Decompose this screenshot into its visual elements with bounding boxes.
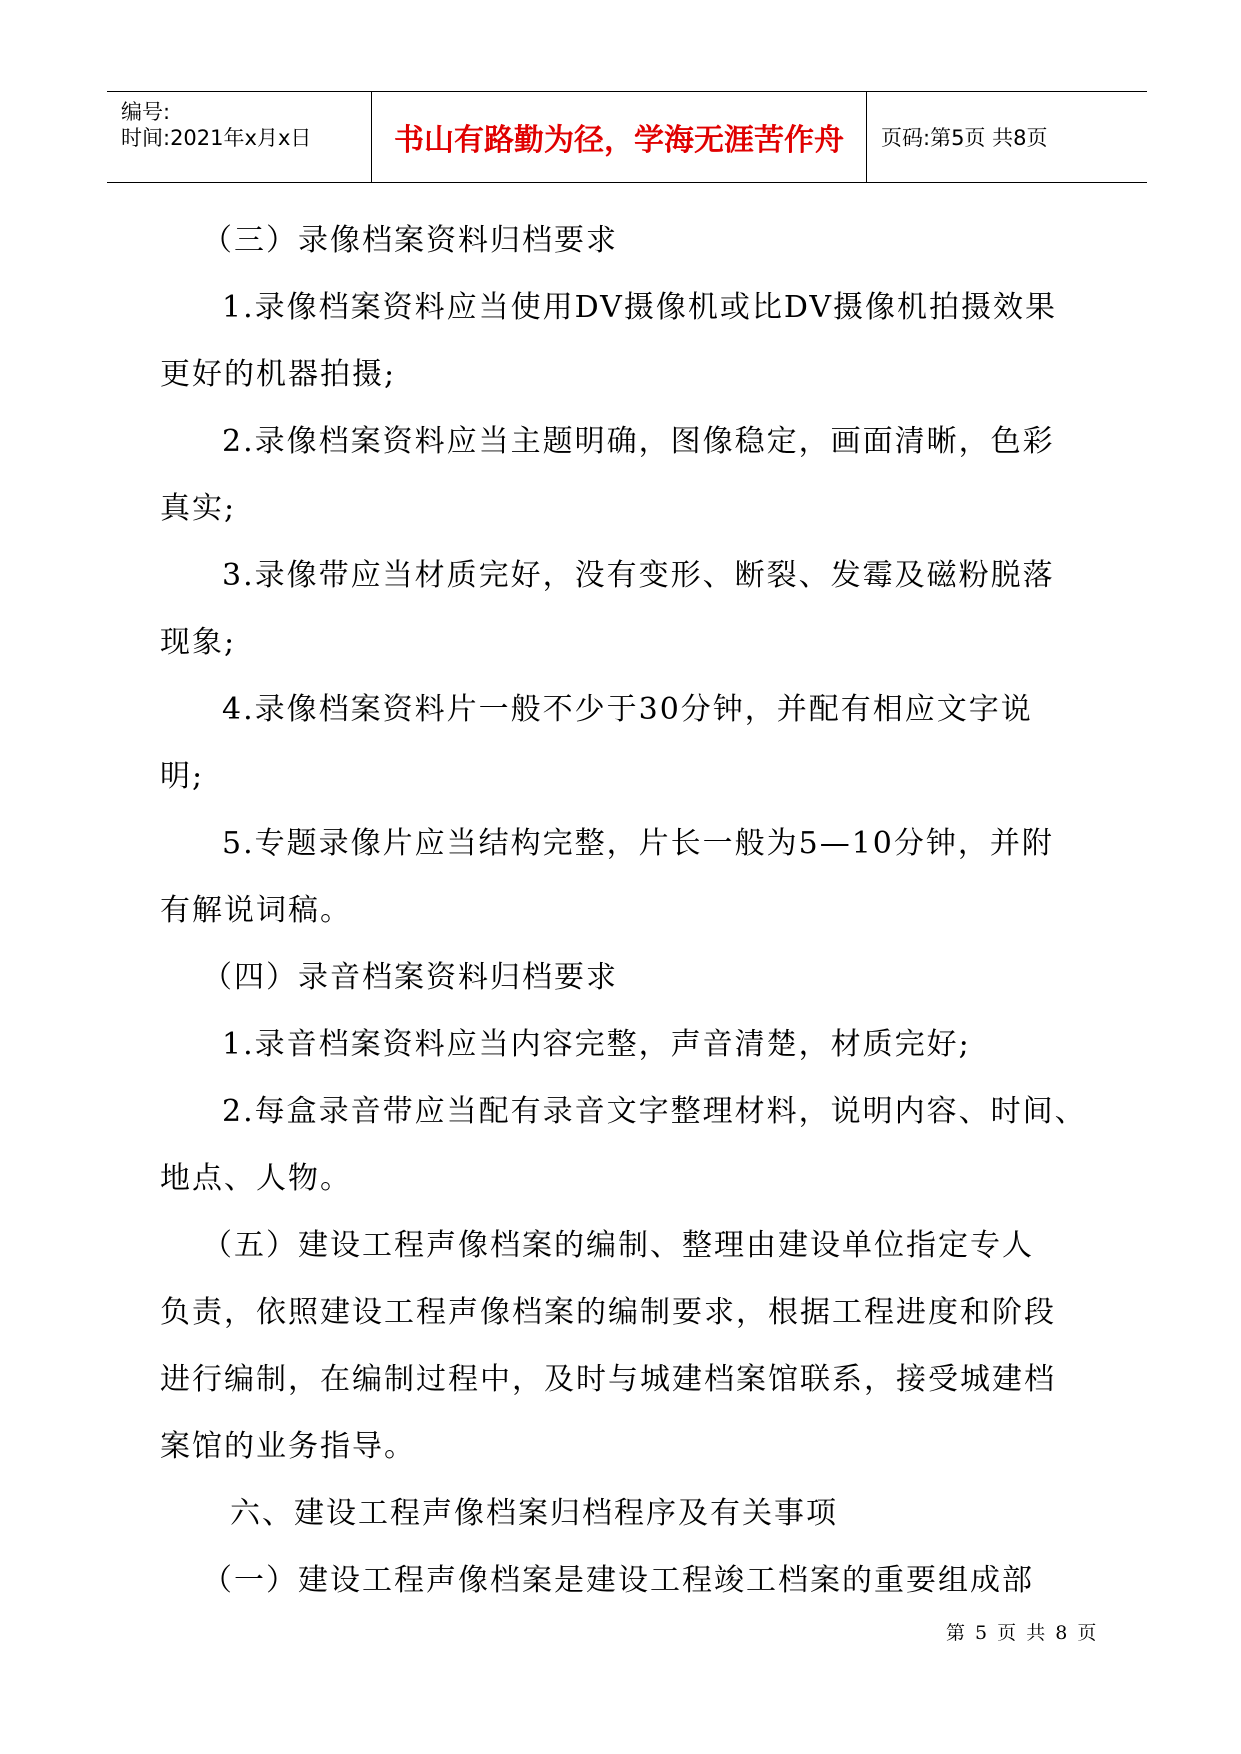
chapter-heading-6: 六、建设工程声像档案归档程序及有关事项: [230, 1496, 838, 1531]
section-heading-5: （五）建设工程声像档案的编制、整理由建设单位指定专人: [202, 1228, 1034, 1263]
paragraph-line: 1.录像档案资料应当使用DV摄像机或比DV摄像机拍摄效果: [222, 290, 1058, 325]
paragraph-line: 进行编制，在编制过程中，及时与城建档案馆联系，接受城建档: [160, 1362, 1056, 1397]
header-time-label: 时间:2021年x月x日: [121, 126, 312, 150]
paragraph-line: 有解说词稿。: [160, 893, 352, 928]
header-number-label: 编号:: [121, 100, 171, 124]
paragraph-line: 1.录音档案资料应当内容完整，声音清楚，材质完好;: [222, 1027, 971, 1062]
page-footer: 第 5 页 共 8 页: [946, 1622, 1099, 1644]
header-meta-cell: [107, 92, 372, 182]
paragraph-line: 2.录像档案资料应当主题明确，图像稳定，画面清晰，色彩: [222, 424, 1055, 459]
paragraph-line: 地点、人物。: [160, 1161, 352, 1196]
section-heading-1: （一）建设工程声像档案是建设工程竣工档案的重要组成部: [202, 1563, 1034, 1598]
section-heading-3: （三）录像档案资料归档要求: [202, 223, 618, 258]
paragraph-line: 更好的机器拍摄;: [160, 357, 397, 392]
paragraph-line: 负责，依照建设工程声像档案的编制要求，根据工程进度和阶段: [160, 1295, 1056, 1330]
paragraph-line: 案馆的业务指导。: [160, 1429, 416, 1464]
header-page-label: 页码:第5页 共8页: [881, 126, 1048, 150]
paragraph-line: 现象;: [160, 625, 237, 660]
paragraph-line: 2.每盒录音带应当配有录音文字整理材料，说明内容、时间、: [222, 1094, 1087, 1129]
paragraph-line: 明;: [160, 759, 205, 794]
header-motto: 书山有路勤为径，学海无涯苦作舟: [372, 92, 867, 182]
paragraph-line: 4.录像档案资料片一般不少于30分钟，并配有相应文字说: [222, 692, 1033, 727]
paragraph-line: 真实;: [160, 491, 237, 526]
paragraph-line: 5.专题录像片应当结构完整，片长一般为5—10分钟，并附: [222, 826, 1054, 861]
section-heading-4: （四）录音档案资料归档要求: [202, 960, 618, 995]
paragraph-line: 3.录像带应当材质完好，没有变形、断裂、发霉及磁粉脱落: [222, 558, 1055, 593]
page-header: [107, 91, 1147, 183]
